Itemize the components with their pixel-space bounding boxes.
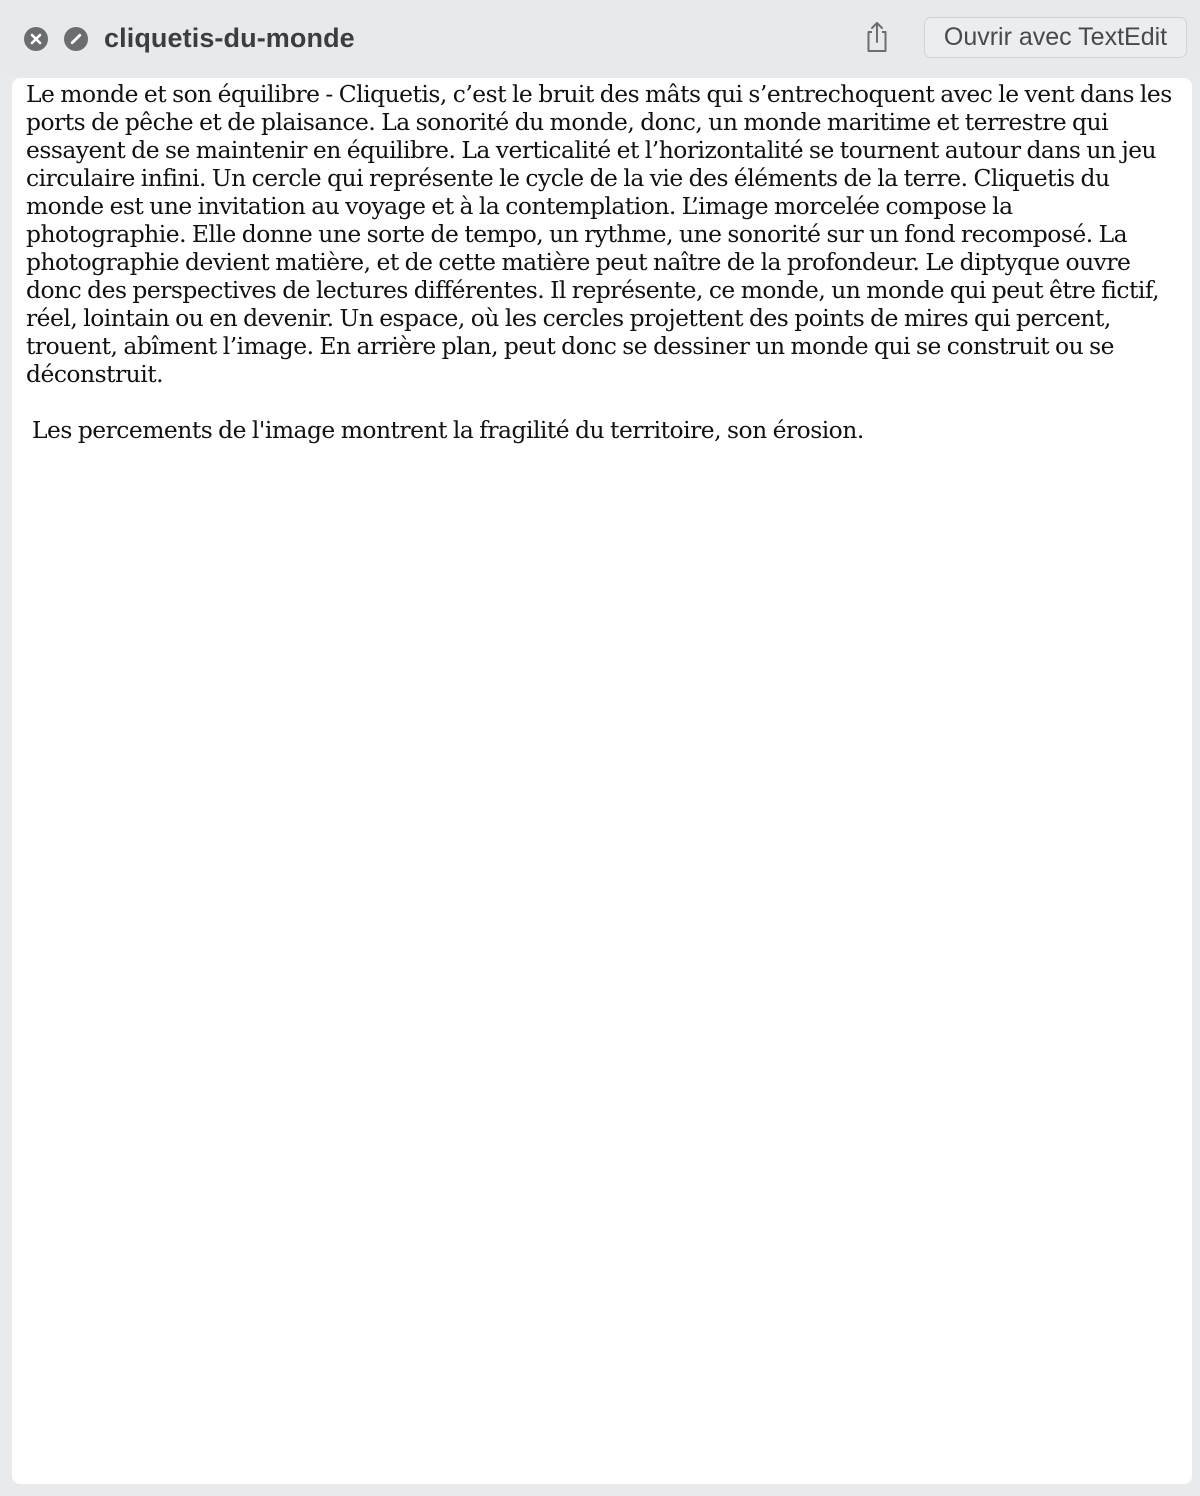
paragraph: Le monde et son équilibre - Cliquetis, c’est le bruit des mâts qui s’entrechoquent avec le vent dans les ports de pêche et de plaisance. La sonorité du monde, donc, un monde maritime et terrestre qui essayent de se maintenir en équilibre. La verticalité et l’horizontalité se tournent autour dans un jeu circulaire infini. Un cercle qui représente le cycle de la vie des éléments de la terre. Cliquetis du monde est une invitation au voyage et à la contemplation. L’image morcelée compose la photographie. Elle donne une sorte de tempo, un rythme, une sonorité sur un fond recomposé. La photographie devient matière, et de cette matière peut naître de la profondeur. Le diptyque ouvre donc des perspectives de lectures différentes. Il représente, ce monde, un monde qui peut être fictif, réel, lointain ou en devenir. Un espace, où les cercles projettent des points de mires qui percent, trouent, abîment l’image. En arrière plan, peut donc se dessiner un monde qui se construit ou se déconstruit. — [26, 80, 1172, 388]
share-icon — [863, 20, 891, 54]
paragraph: Les percements de l'image montrent la fragilité du territoire, son érosion. — [32, 416, 864, 444]
share-button[interactable] — [860, 18, 894, 56]
block-icon — [64, 27, 88, 51]
close-icon — [24, 27, 48, 51]
window-title: cliquetis-du-monde — [104, 23, 355, 53]
block-button[interactable] — [64, 27, 88, 51]
document-content[interactable] — [12, 78, 1192, 1484]
open-with-textedit-button[interactable]: Ouvrir avec TextEdit — [924, 17, 1187, 58]
title-bar — [0, 0, 1200, 76]
close-button[interactable] — [24, 27, 48, 51]
